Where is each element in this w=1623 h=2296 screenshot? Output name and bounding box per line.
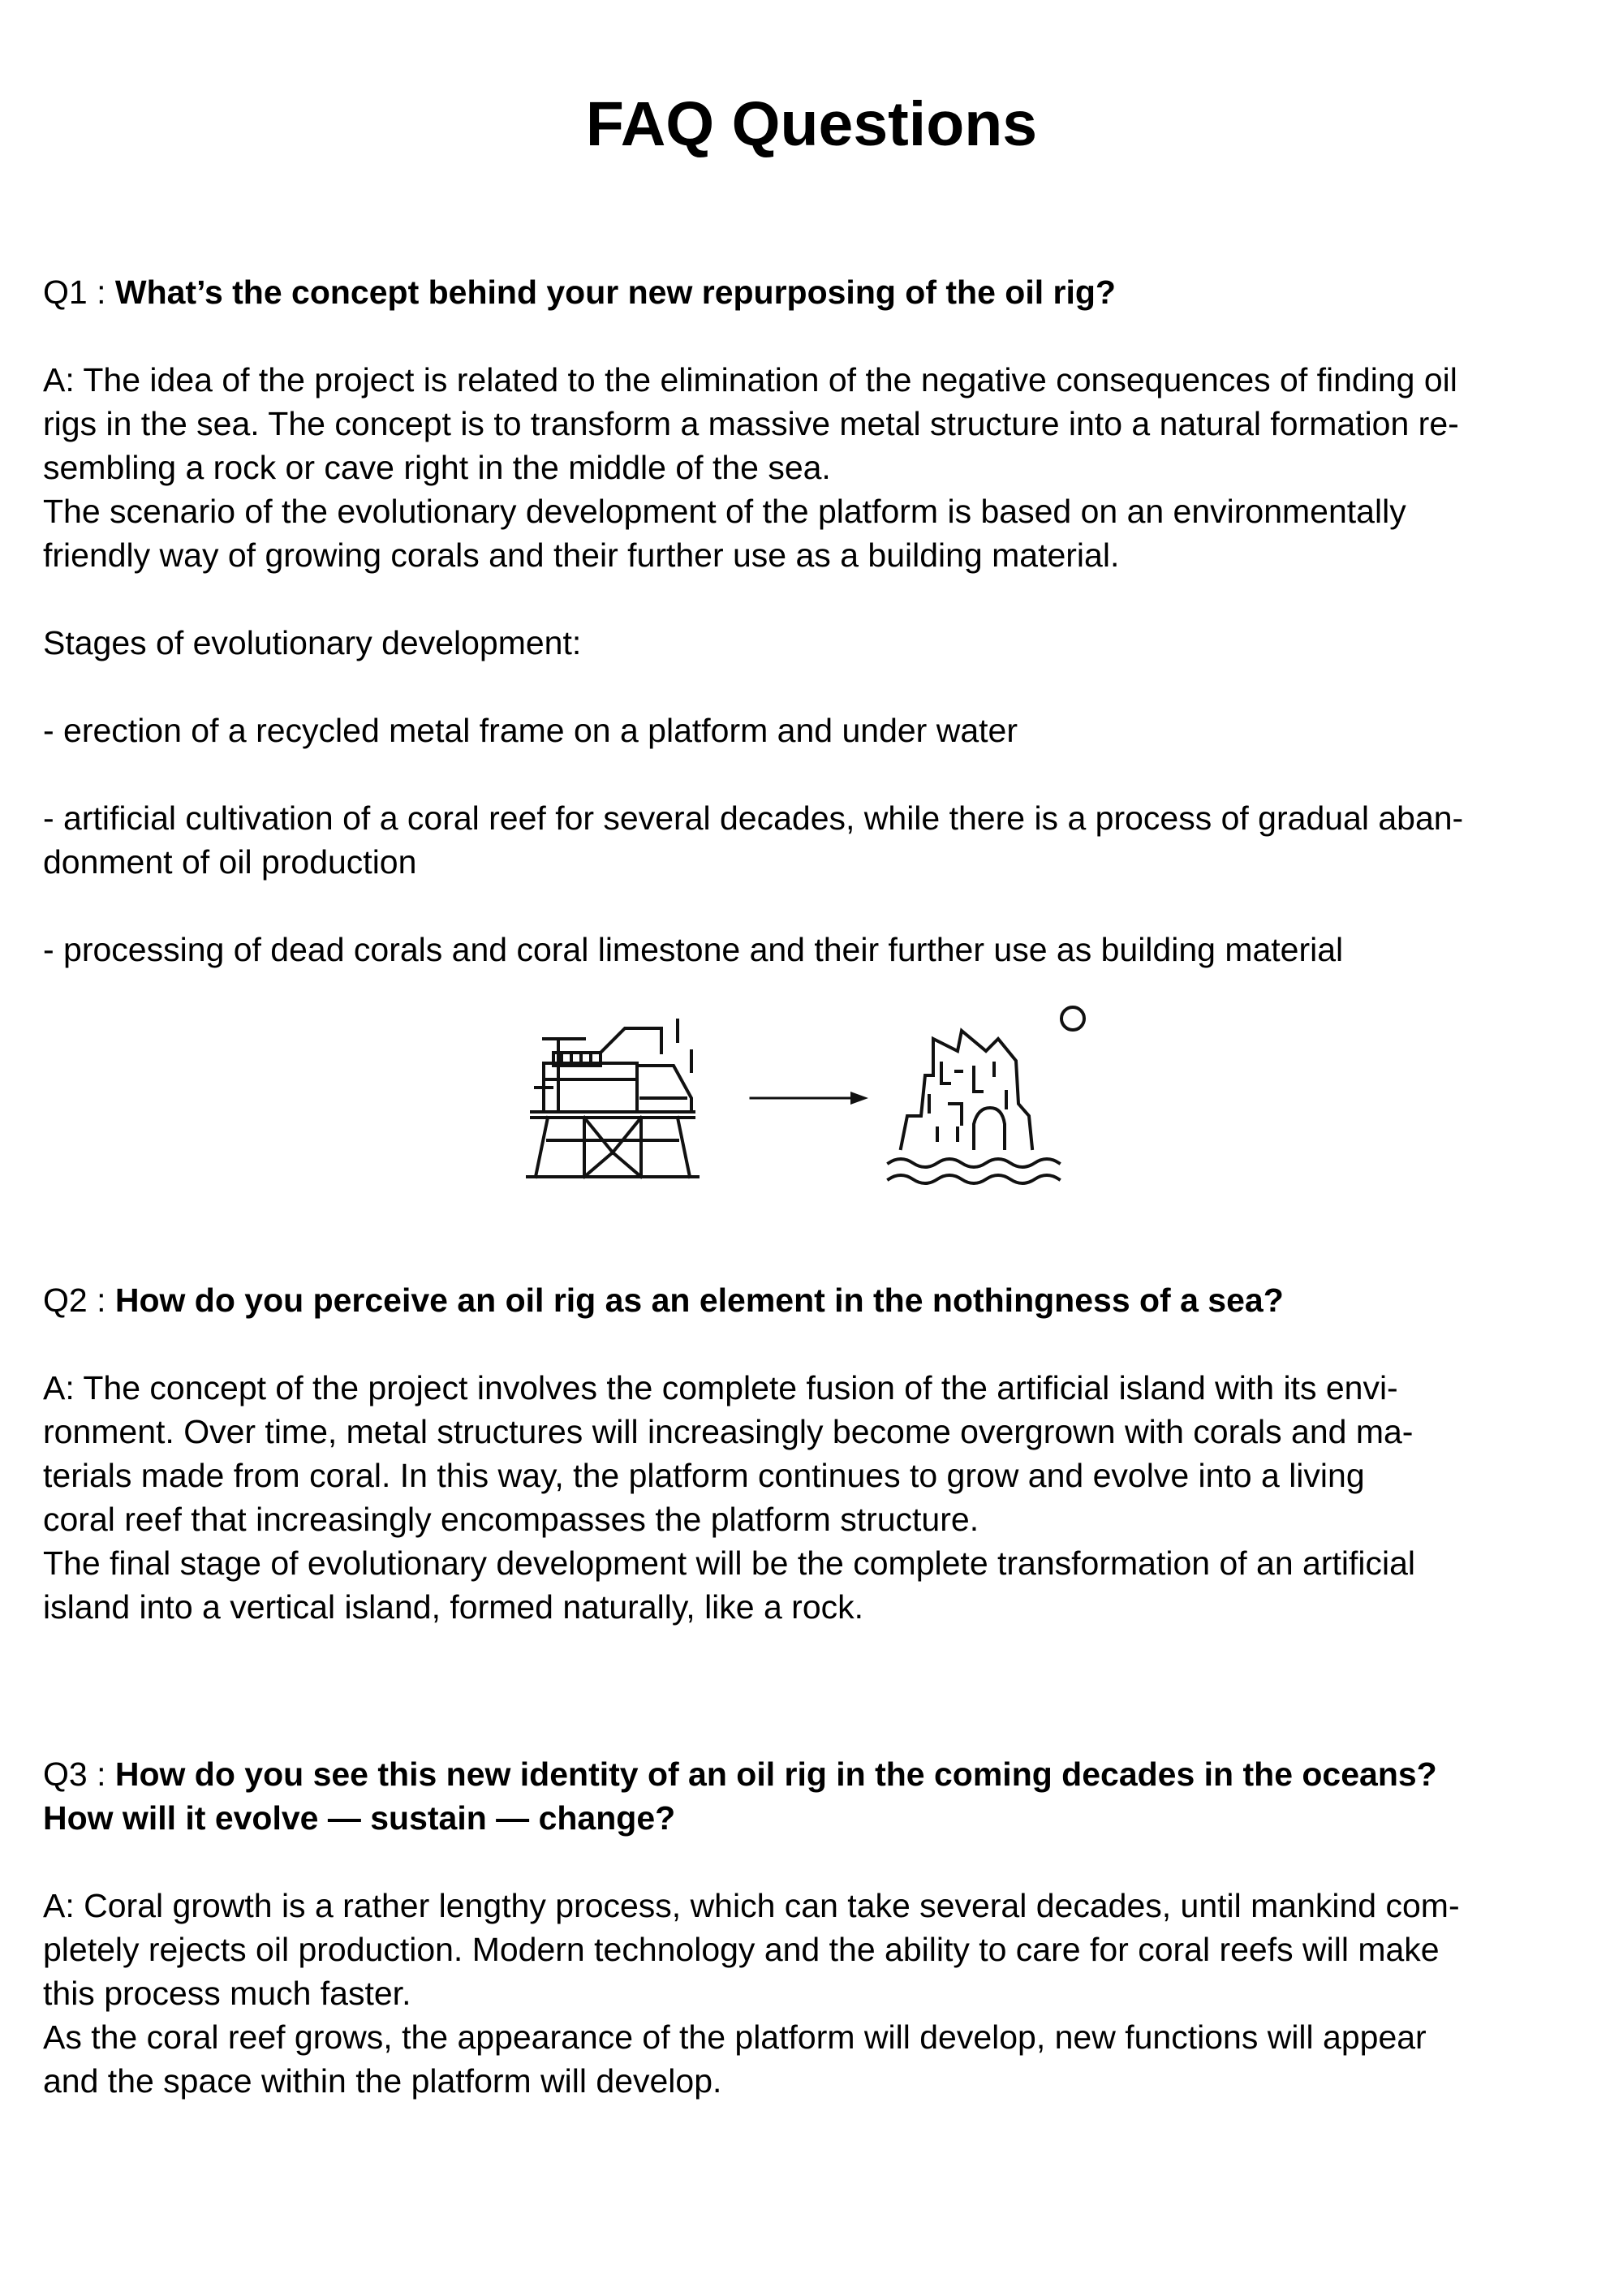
evolution-diagram (519, 994, 1104, 1193)
q2-answer-line: ronment. Over time, metal structures will increasingly become overgrown with corals and ma- (43, 1413, 1414, 1450)
q2-answer-line: A: The concept of the project involves the complete fusion of the artificial island with its envi- (43, 1369, 1398, 1406)
q3-question-text: How do you see this new identity of an oil rig in the coming decades in the oceans? (114, 1755, 1437, 1793)
coral-rock-island-icon (889, 1007, 1084, 1183)
stage-item-text: - artificial cultivation of a coral reef for several decades, while there is a process of gradual aban- (43, 799, 1464, 837)
stages-heading (43, 621, 1601, 665)
q2-answer (43, 1366, 1601, 1629)
q3-answer-line: and the space within the platform will develop. (43, 2062, 722, 2100)
q1-answer-line: rigs in the sea. The concept is to transform a massive metal structure into a natural formation re- (43, 405, 1459, 442)
stage-item-text: - erection of a recycled metal frame on a platform and under water (43, 712, 1018, 749)
stage-item-3 (43, 928, 1601, 971)
q1-question-text: What’s the concept behind your new repurposing of the oil rig? (114, 274, 1116, 311)
q2-prefix: Q2 : (43, 1282, 115, 1319)
q3-answer-line: this process much faster. (43, 1975, 411, 2012)
q1-prefix: Q1 : (43, 274, 115, 311)
q3-answer (43, 1884, 1601, 2103)
q2-question (43, 1278, 1601, 1322)
stage-item-2 (43, 796, 1601, 884)
q3-prefix: Q3 : (43, 1755, 115, 1793)
stages-heading-text: Stages of evolutionary development: (43, 624, 582, 661)
oil-rig-icon (527, 1020, 698, 1177)
q3-answer-line: pletely rejects oil production. Modern technology and the ability to care for coral reefs will make (43, 1931, 1440, 1968)
q2-answer-line: island into a vertical island, formed naturally, like a rock. (43, 1588, 864, 1626)
q2-answer-line: The final stage of evolutionary development will be the complete transformation of an artificial (43, 1544, 1416, 1582)
q2-answer-line: terials made from coral. In this way, the platform continues to grow and evolve into a living (43, 1457, 1365, 1494)
q2-answer-line: coral reef that increasingly encompasses the platform structure. (43, 1501, 979, 1538)
q3-question-text: How will it evolve — sustain — change? (43, 1799, 676, 1837)
arrow-right-icon (751, 1092, 868, 1105)
q1-answer-line: friendly way of growing corals and their further use as a building material. (43, 536, 1120, 574)
page-title: FAQ Questions (585, 89, 1038, 159)
q2-question-text: How do you perceive an oil rig as an element in the nothingness of a sea? (114, 1282, 1284, 1319)
q3-answer-line: As the coral reef grows, the appearance of the platform will develop, new functions will appear (43, 2018, 1427, 2056)
q1-question (43, 270, 1601, 314)
q3-question (43, 1752, 1601, 1840)
q1-answer (43, 358, 1601, 577)
stage-item-text: donment of oil production (43, 843, 417, 881)
q1-answer-line: sembling a rock or cave right in the middle of the sea. (43, 449, 831, 486)
q1-answer-line: A: The idea of the project is related to the elimination of the negative consequences of finding oil (43, 361, 1457, 398)
q3-answer-line: A: Coral growth is a rather lengthy process, which can take several decades, until mankind com- (43, 1887, 1460, 1924)
stage-item-text: - processing of dead corals and coral limestone and their further use as building material (43, 931, 1344, 968)
stage-item-1 (43, 709, 1601, 752)
q1-answer-line: The scenario of the evolutionary development of the platform is based on an environmentally (43, 493, 1406, 530)
